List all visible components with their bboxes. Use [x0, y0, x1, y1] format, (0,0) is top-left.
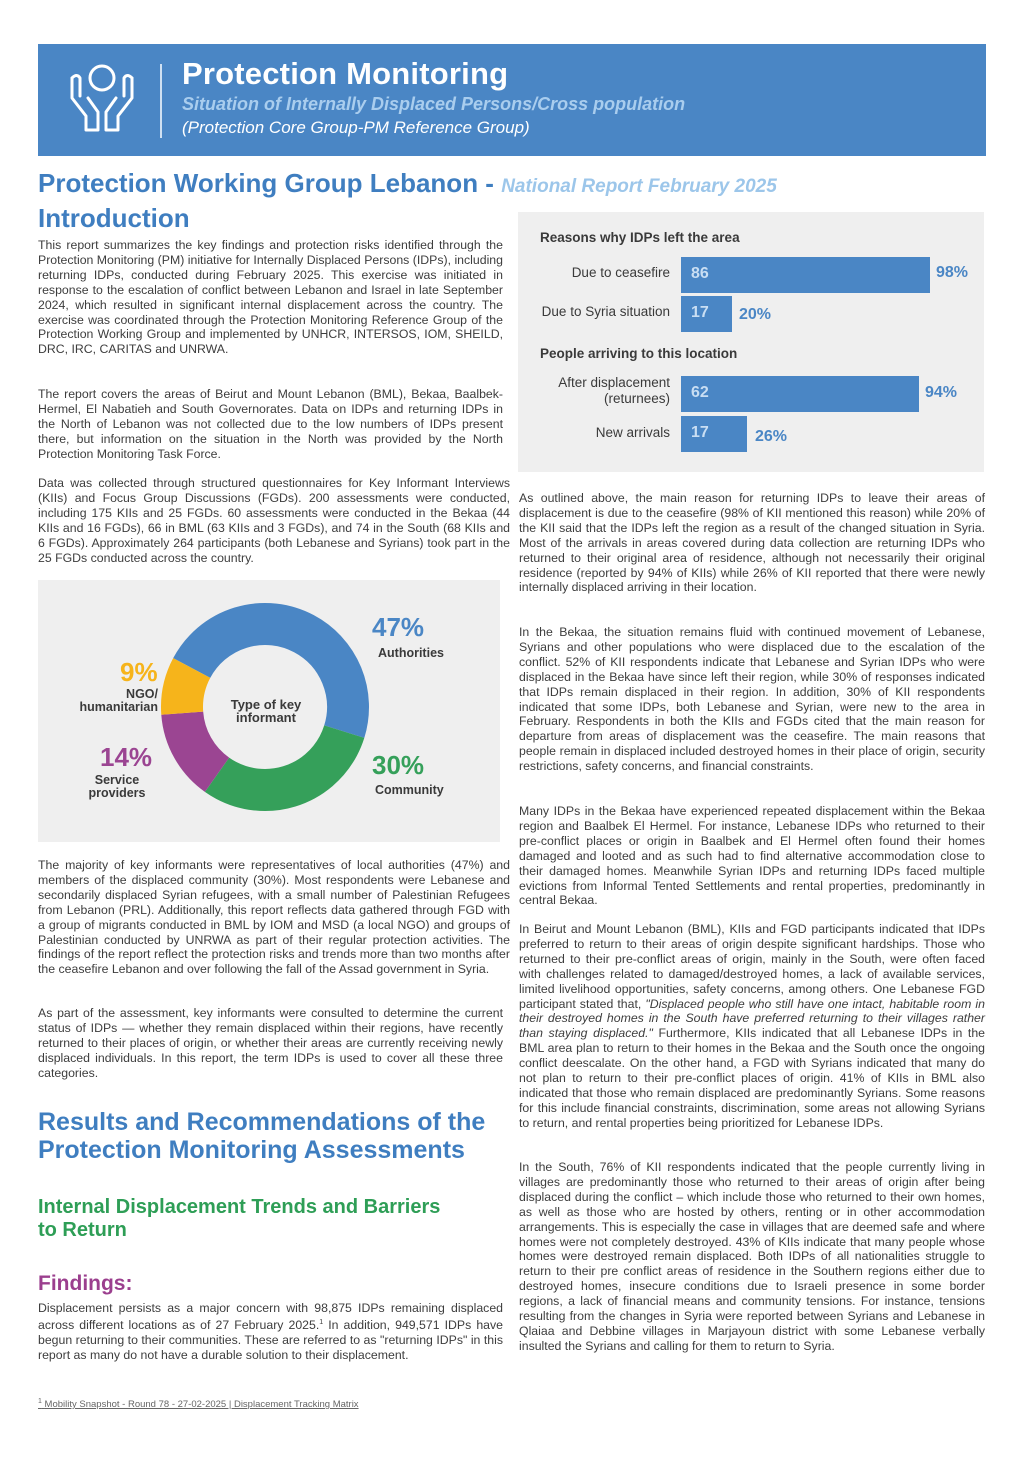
bar-value: 17: [691, 424, 709, 441]
ngo-percent: 9%: [120, 657, 158, 687]
footnote-link[interactable]: Mobility Snapshot - Round 78 - 27-02-2025 | Displacement Tracking Matrix: [44, 1399, 359, 1411]
displacement-trends-subheading: Internal Displacement Trends and Barriers to Return: [38, 1196, 441, 1241]
service-providers-label: Service providers: [88, 773, 146, 800]
banner-divider: [160, 64, 162, 138]
bar-label: New arrivals: [595, 425, 670, 440]
bar-percent: 98%: [936, 264, 969, 281]
results-heading: Results and Recommendations of the Protection Monitoring Assessments: [38, 1108, 486, 1164]
findings-heading: Findings:: [38, 1272, 133, 1295]
banner-group-label: (Protection Core Group-PM Reference Group): [182, 118, 530, 137]
banner-title: Protection Monitoring: [182, 56, 509, 91]
intro-paragraph: This report summarizes the key findings and protection risks identified through the Protection Monitoring (PM) initiative for Internally Displaced Persons (IDPs), including returning IDPs, conducted during February 2025. This exercise was initiated in response to the escalation of conflict between Lebanon and Israel in late September 2024, which resulted in significant internal displacement across the country. The exercise was coordinated through the Protection Monitoring Reference Group of the Protection Working Group and implemented by UNHCR, INTERSOS, IOM, SHEILD, DRC, IRC, CARITAS and UNRWA.: [38, 238, 503, 357]
analysis-paragraph: As outlined above, the main reason for returning IDPs to leave their areas of displacement is due to the ceasefire (98% of KII mentioned this reason) while 20% of the KII said that the IDPs left the region as a result of the changed situation in Syria. Most of the arrivals in areas covered during data collection are returning IDPs who returned to their original area of residence, although not necessarily their original residence (reported by 94% of KIIs) while 26% of KII reported that there were newly internally displaced arriving in their location.: [519, 491, 985, 595]
bar-value: 86: [691, 265, 709, 282]
fgd-quote: "Displaced people who still have one intact, habitable room in their destroyed homes in the South have preferred returning to their villages rather than staying displaced.": [519, 996, 985, 1041]
bml-paragraph: [519, 922, 985, 1131]
bar-chart-title-reasons: Reasons why IDPs left the area: [540, 230, 740, 245]
footnote[interactable]: [38, 1398, 359, 1410]
authorities-percent: 47%: [372, 612, 425, 642]
bar-value: 62: [691, 384, 709, 401]
footnote-marker: 1: [38, 1398, 42, 1405]
bml-text: In Beirut and Mount Lebanon (BML), KIIs and FGD participants indicated that IDPs preferred to return to their areas of origin despite significant hardships. Those who returned to their pre-conflict areas of origin, mainly in the South, were often faced with challenges related to damaged/destroyed homes, a lack of available services, limited livelihood opportunities, safety concerns, among others. One Lebanese FGD participant stated that,: [519, 922, 985, 1011]
hands-holding-person-icon: [62, 58, 142, 138]
ngo-label: NGO/ humanitarian: [79, 687, 158, 714]
document-title: [38, 168, 777, 199]
intro-paragraph: The report covers the areas of Beirut and Mount Lebanon (BML), Bekaa, Baalbek-Hermel, El Nabatieh and South Governorates. Data on IDPs and returning IDPs in the North of Lebanon was not collected due to the low numbers of IDPs present there, but information on the situation in the North was provided by the North Protection Monitoring Task Force.: [38, 387, 503, 461]
bar: [681, 416, 747, 452]
community-label: Community: [375, 783, 444, 797]
document-title-sub: National Report February 2025: [501, 176, 777, 197]
bml-text-cont: Furthermore, KIIs indicated that all Lebanese IDPs in the BML area plan to return to their homes in the Bekaa and the South once the ongoing conflict deescalate. On the other hand, a FGD with Syrians indicated that many do not plan to return to their pre-conflict places of origin. 41% of KIIs in BML also indicated that those who remain displaced are predominantly Syrians. Some reasons for this include financial constraints, discrimination, some areas not allowing Syrians to return, and rental properties being prioritized for Lebanese IDPs.: [519, 1026, 985, 1130]
south-paragraph: In the South, 76% of KII respondents indicated that the people currently living in villages are predominantly those who returned to their areas of origin after being displaced during the conflict – which include those who returned to their own homes, as well as those who are hosted by others, renting or in other accommodation arrangements. This is especially the case in villages that are deemed safe and where homes were not completely destroyed. 43% of KIIs indicate that many people whose homes were destroyed remain displaced. Both IDPs of all nationalities struggle to return to their pre conflict areas of residence in the Southern regions either due to destroyed homes, insecure conditions due to Israeli presence in some border regions, a lack of financial means and community tensions. For instance, tensions resulting from the changes in Syria were reported between Syrians and Lebanese in Qlaiaa and Debbine villages in Marjayoun district with some Lebanese verbally insulted the Syrians and calling for them to return to Syria.: [519, 1160, 985, 1353]
bar-label: After displacement (returnees): [558, 375, 670, 406]
authorities-label: Authorities: [378, 646, 444, 660]
service-providers-percent: 14%: [100, 742, 153, 772]
bekaa-paragraph: In the Bekaa, the situation remains fluid with continued movement of Lebanese, Syrians and other populations who were displaced due to the escalation of the conflict. 52% of KII respondents indicate that Lebanese and Syrian IDPs who were displaced in the Bekaa have since left their region, while 30% of responses indicated that IDPs remain displaced in their region. In addition, 30% of KII respondents indicated that some IDPs, both Lebanese and Syrian, were new to the area in February. Respondents in both the KIIs and FGDs cited that the main reason for departure from areas of displacement was the ceasefire. The main reasons that people remain in displaced included destroyed homes in their place of origin, security restrictions, safety concerns, and financial constraints.: [519, 625, 985, 774]
donut-center-label: Type of key informant: [230, 697, 302, 725]
findings-text: Displacement persists as a major concern with 98,875 IDPs remaining displaced across different locations as of 27 February 2025.: [38, 1301, 503, 1332]
document-title-separator: -: [478, 168, 502, 198]
findings-text-cont: In addition, 949,571 IDPs have begun returning to their communities. These are referred to as "returning IDPs" in this report as many do not have a durable solution to their displacement.: [38, 1318, 503, 1362]
intro-paragraph: As part of the assessment, key informants were consulted to determine the current status of IDPs — whether they remain displaced within their regions, have recently returned to their places of origin, or whether their areas are currently receiving newly displaced individuals. In this report, the term IDPs is used to cover all these three categories.: [38, 1006, 503, 1080]
bar: [681, 257, 930, 293]
findings-paragraph: [38, 1301, 503, 1363]
header-banner: [38, 44, 986, 156]
intro-paragraph: The majority of key informants were representatives of local authorities (47%) and members of the displaced community (30%). Most respondents were Lebanese and secondarily displaced Syrian refugees, with a small number of Palestinian Refugees from Lebanon (PRL). Additionally, this report reflects data gathered through FGD with a group of migrants conducted in BML by IOM and MSD (a local NGO) and groups of Palestinian conducted by UNRWA as part of their regular protection activities. The findings of the report reflect the protection risks and trends more than two months after the ceasefire Lebanon and over following the fall of the Assad government in Syria.: [38, 858, 510, 977]
bekaa-displacement-paragraph: Many IDPs in the Bekaa have experienced repeated displacement within the Bekaa region and Baalbek El Hermel. For instance, Lebanese IDPs who returned to their pre-conflict places or origin in Baalbek and El Hermel often found their homes damaged and looted and as such had to find alternative accommodation close to their damaged homes. Meanwhile Syrian IDPs and returning IDPs faced multiple evictions from Informal Tented Settlements and rental properties, predominantly in central Bekaa.: [519, 804, 985, 908]
bar-chart-title-arrivals: People arriving to this location: [540, 346, 738, 361]
banner-subtitle: Situation of Internally Displaced Persons/Cross population: [182, 94, 686, 114]
bar: [681, 376, 919, 412]
bar-value: 17: [691, 304, 709, 321]
bar-percent: 20%: [739, 306, 772, 323]
reasons-bar-chart: [518, 212, 984, 472]
introduction-heading: Introduction: [38, 203, 190, 233]
bar-percent: 26%: [755, 428, 788, 445]
footnote-ref[interactable]: 1: [319, 1318, 324, 1326]
document-title-main: Protection Working Group Lebanon: [38, 168, 479, 198]
key-informant-donut-chart: [38, 580, 500, 842]
intro-paragraph: Data was collected through structured questionnaires for Key Informant Interviews (KIIs) and Focus Group Discussions (FGDs). 200 assessments were conducted, including 175 KIIs and 25 FGDs. 60 assessments were conducted in the Bekaa (44 KIIs and 16 FGDs), 66 in BML (63 KIIs and 3 FGDs), and 74 in the South (68 KIIs and 6 FGDs). Approximately 264 participants (both Lebanese and Syrians) took part in the 25 FGDs conducted across the country.: [38, 476, 510, 565]
bar-label: Due to ceasefire: [571, 265, 670, 280]
community-percent: 30%: [372, 750, 425, 780]
bar-percent: 94%: [925, 384, 958, 401]
bar: [681, 296, 732, 332]
bar-label: Due to Syria situation: [541, 304, 670, 319]
